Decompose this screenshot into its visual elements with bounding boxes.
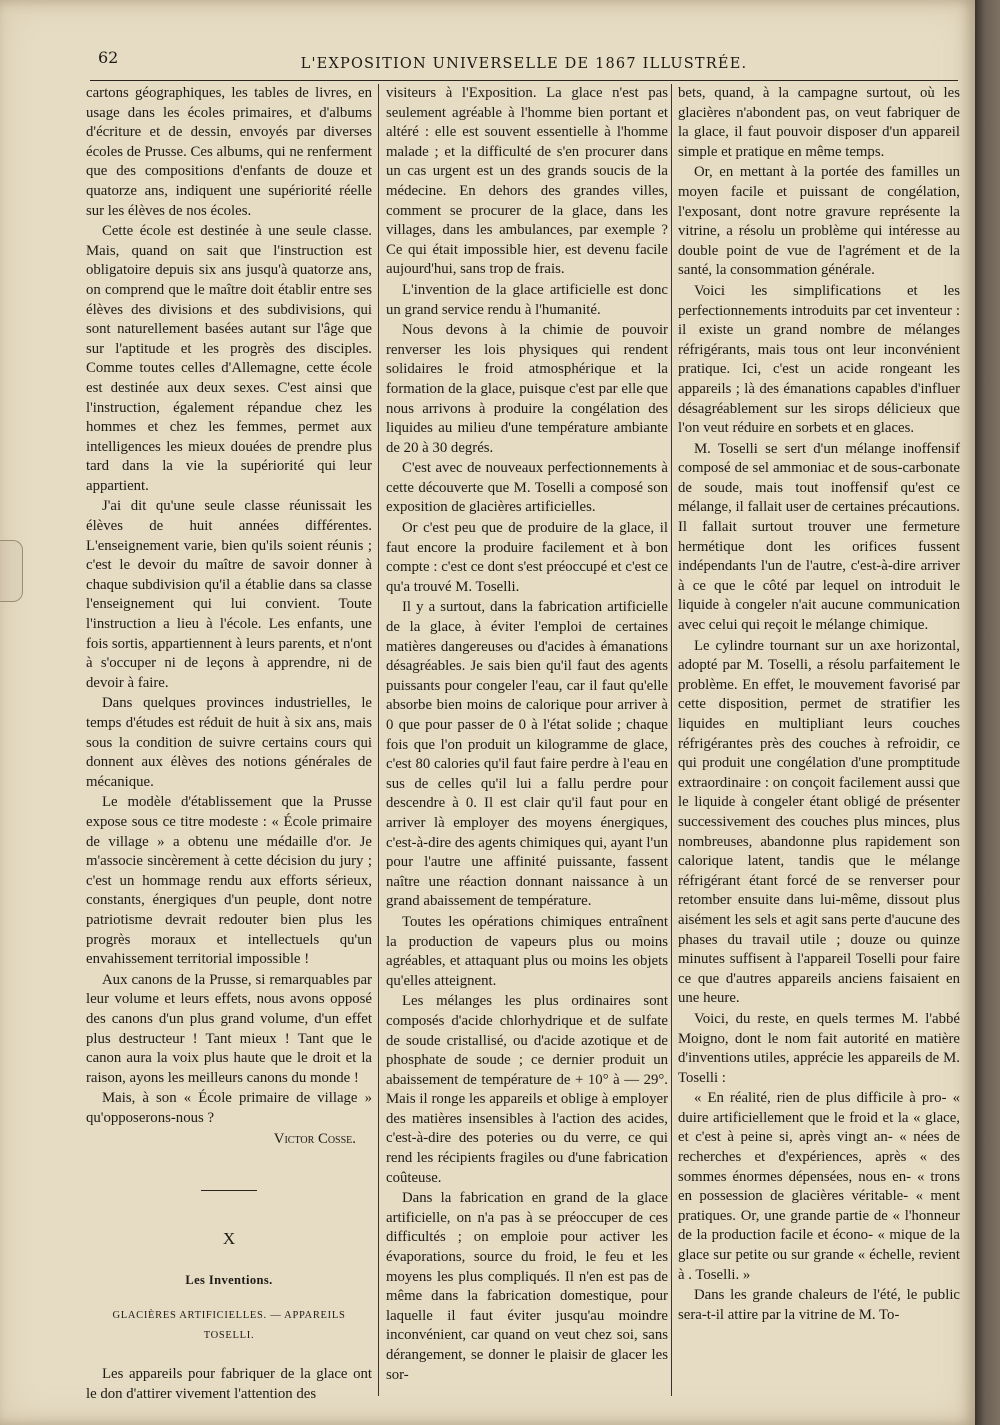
paragraph: Aux canons de la Prusse, si remarquables par leur volume et leurs effets, nous avons opposé des canons d'un plus grand volume, d'un effet plus destructeur ! Tant mieux ! Tant que le canon aura la voix plus haute que le droit et la raison, ayons les meilleurs canons du monde !: [86, 971, 372, 1086]
paragraph: M. Toselli se sert d'un mélange inoffensif composé de sel ammoniac et de sous-carbonate de soude, mais tout inoffensif qu'est ce mélange, il fallait user de certaines précautions. Il fallait surtout trouver une fermeture hermétique dont les orifices fussent indépendants l'un de l'autre, c'est-à-dire arriver à ce que le côté par lequel on introduit le liquide à congeler n'ait aucune communication avec celui qui reçoit le mélange chimique.: [678, 440, 960, 634]
paragraph: Dans la fabrication en grand de la glace artificielle, on n'a pas à se préoccuper de ces difficultés ; on emploie pour activer les évaporations, source du froid, le feu et les moyens les plus compliqués. Il n'en est pas de même dans la fabrication domestique, pour laquelle il faut éviter jusqu'au moindre inconvénient, car quand on veut chez soi, sans dérangement, se donner le plaisir de glacer les sor-: [386, 1190, 668, 1383]
author-signature: Victor Cosse.: [273, 1131, 356, 1148]
paragraph: Les mélanges les plus ordinaires sont composés d'acide chlorhydrique et de sulfate de soude cristallisé, ou d'acide azotique et de phosphate de soude ; ce dernier produit un abaissement de température de + 10° à — 29°. Mais il ronge les appareils et oblige à employer des matières insensibles à l'action des acides, c'est-à-dire des poteries ou du verre, ce qui rend les récipients fragiles ou d'une fabrication coûteuse.: [386, 993, 668, 1186]
paragraph: C'est avec de nouveaux perfectionnements à cette découverte que M. Toselli a composé son exposition de glacières artificielles.: [386, 460, 668, 516]
paragraph: Cette école est destinée à une seule classe. Mais, quand on sait que l'instruction est obligatoire depuis six ans jusqu'à quatorze ans, on comprend que le maître doit établir entre ses élèves des divisions et des subdivisions, qui sont naturellement basées autant sur l'âge que sur l'aptitude et les progrès des disciples. Comme toutes celles d'Allemagne, cette école est destinée aux deux sexes. C'est ainsi que l'instruction, également répandue chez les hommes et chez les femmes, permet aux intelligences les mieux douées de prendre plus tard dans la vie la supériorité qui leur appartient.: [86, 223, 372, 494]
paragraph: cartons géographiques, les tables de livres, en usage dans les écoles primaires, et d'albums d'écriture et de dessin, envoyés par diverses écoles de Prusse. Ces albums, qui ne renferment que des compositions d'enfants de douze et quatorze ans, indiquent une supériorité réelle sur les élèves de nos écoles.: [86, 85, 372, 219]
column-divider: [671, 84, 672, 1396]
paragraph: bets, quand, à la campagne surtout, où les glacières n'abondent pas, on veut fabriquer de la glace, il faut pouvoir disposer d'un appareil simple et pratique en même temps.: [678, 85, 960, 160]
paragraph: Or c'est peu que de produire de la glace, il faut encore la produire facilement et à bon compte : c'est ce dont s'est préoccupé et c'est ce qu'a trouvé M. Toselli.: [386, 520, 668, 595]
paragraph: Les appareils pour fabriquer de la glace ont le don d'attirer vivement l'attention des: [86, 1366, 372, 1403]
column-3: [678, 84, 960, 1394]
header-rule: [90, 80, 958, 81]
paragraph: Il y a surtout, dans la fabrication artificielle de la glace, à éviter l'emploi de certaines matières dangereuses ou d'acides à émanations désagréables. Je sais bien qu'il faut des agents puissants pour congeler l'eau, car il faut qu'elle absorbe bien moins de calorique pour arriver à 0 que pour passer de 0 à l'état solide ; chaque fois que l'on produit un kilogramme de glace, c'est 80 calories qu'il faut faire perdre à l'eau en sus de celles qu'il lui a fallu perdre pour descendre à 0. Il est clair qu'il faut pour en arriver là employer des moyens énergiques, c'est-à-dire des agents chimiques qui, ayant l'un pour l'autre une affinité puissante, fassent naître une réaction donnant naissance à un grand abaissement de température.: [386, 599, 668, 910]
page-number: 62: [98, 48, 119, 67]
paragraph: Or, en mettant à la portée des familles un moyen facile et puissant de congélation, l'exposant, dont notre gravure représente la vitrine, a résolu un problème qui intéresse au double point de vue de l'agrément et de la santé, la consommation générale.: [678, 164, 960, 279]
page-tab-mark: [0, 540, 23, 602]
paragraph: Toutes les opérations chimiques entraînent la production de vapeurs plus ou moins agréables, et attaquant plus ou moins les objets qu'elles atteignent.: [386, 913, 668, 989]
paragraph: Dans les grande chaleurs de l'été, le public sera-t-il attire par la vitrine de M. To-: [678, 1287, 960, 1323]
paragraph: visiteurs à l'Exposition. La glace n'est pas seulement agréable à l'homme bien portant et altéré : elle est souvent essentielle à l'homme malade ; et la difficulté de s'en procurer dans un cas urgent est un des grands soucis de la médecine. En dehors des grandes villes, comment se procurer de la glace, dans les villages, dans les ambulances, par exemple ? Ce qui était impossible hier, est devenu facile aujourd'hui, sans trop de frais.: [386, 85, 668, 278]
paragraph: Nous devons à la chimie de pouvoir renverser les lois physiques qui rendent solidaires le froid atmosphérique et la formation de la glace, puisque c'est par elle que nous arrivons à produire la congélation des liquides au milieu d'une température ambiante de 20 à 30 degrés.: [386, 322, 668, 456]
paragraph: Le modèle d'établissement que la Prusse expose sous ce titre modeste : « École primaire de village » a obtenu une médaille d'or. Je m'associe sincèrement à cette décision du jury ; c'est un hommage rendu aux efforts sérieux, constants, énergiques d'un peuple, dont notre patriotisme devrait redouter bien plus les progrès moraux et intellectuels qu'un envahissement territorial impossible !: [86, 794, 372, 968]
section-number: X: [222, 1229, 236, 1249]
paragraph: Voici les simplifications et les perfectionnements introduits par cet inventeur : il existe un grand nombre de mélanges réfrigérants, mais tous ont leur inconvénient pratique. Ici, c'est un acide rongeant les appareils ; là des émanations capables d'influer désagréablement sur les sirops délicieux que l'on veut réduire en sorbets et en glaces.: [678, 282, 960, 437]
column-2: [386, 84, 668, 1394]
paragraph: J'ai dit qu'une seule classe réunissait les élèves de huit années différentes. L'enseignement varie, bien qu'ils soient réunis ; c'est le devoir du maître de savoir donner à chaque subdivision qu'il a établie dans sa classe l'enseignement qui lui convient. Toute l'instruction a lieu à l'école. Les enfants, une fois sortis, appartiennent à leurs parents, et n'ont à s'occuper ni de leçons à apprendre, ni de devoir à faire.: [86, 498, 372, 691]
section-title: Les Inventions.: [185, 1272, 273, 1287]
paragraph: Dans quelques provinces industrielles, le temps d'études est réduit de huit à six ans, mais sous la condition de suivre certains cours qui donnent aux élèves des notions générales de mécanique.: [86, 695, 372, 790]
paragraph: L'invention de la glace artificielle est donc un grand service rendu à l'humanité.: [386, 281, 668, 318]
paragraph: Mais, à son « École primaire de village » qu'opposerons-nous ?: [86, 1090, 372, 1126]
column-divider: [378, 84, 379, 1396]
running-title: L'EXPOSITION UNIVERSELLE DE 1867 ILLUSTRÉE.: [300, 56, 748, 72]
page-header: [88, 46, 960, 72]
section-subtitle: GLACIÈRES ARTIFICIELLES. — APPAREILS TOSELLI.: [112, 1310, 346, 1341]
paragraph: « En réalité, rien de plus difficile à pro- « duire artificiellement que le froid et la « glace, et c'est à peine si, après vingt an- « nées de recherches et d'expériences, après « des sommes énormes dépensées, nous en- « trons en possession de glacières véritable- « ment pratiques. Or, une grande partie de « l'honneur de la production facile et écono- « mique de la glace sur petite ou sur grande « échelle, revient à . Toselli. »: [678, 1090, 960, 1283]
section-separator: [201, 1190, 257, 1191]
paragraph: Voici, du reste, en quels termes M. l'abbé Moigno, dont le nom fait autorité en matière d'inventions utiles, apprécie les appareils de M. Toselli :: [678, 1010, 960, 1086]
paragraph: Le cylindre tournant sur un axe horizontal, adopté par M. Toselli, a résolu parfaitement le problème. En effet, le mouvement favorisé par cette disposition, permet de stratifier les liquides en multipliant leurs couches réfrigérantes près des couches à refroidir, ce qui produit une congélation d'une promptitude extraordinaire : on conçoit facilement aussi que le liquide à congeler étant obligé de présenter successivement des couches plus minces, plus nombreuses, abandonne plus rapidement son calorique latent, tandis que le mélange réfrigérant étant forcé de se renverser pour retomber ensuite dans lui-même, dissout plus aisément les sels et agit sans perte d'aucune des phases du travail utile ; douze ou quinze minutes suffisent à l'appareil Toselli pour faire ce que d'autres appareils anciens faisaient en une heure.: [678, 637, 960, 1007]
column-1: [86, 84, 372, 1403]
next-page-edge: [975, 0, 1000, 1425]
